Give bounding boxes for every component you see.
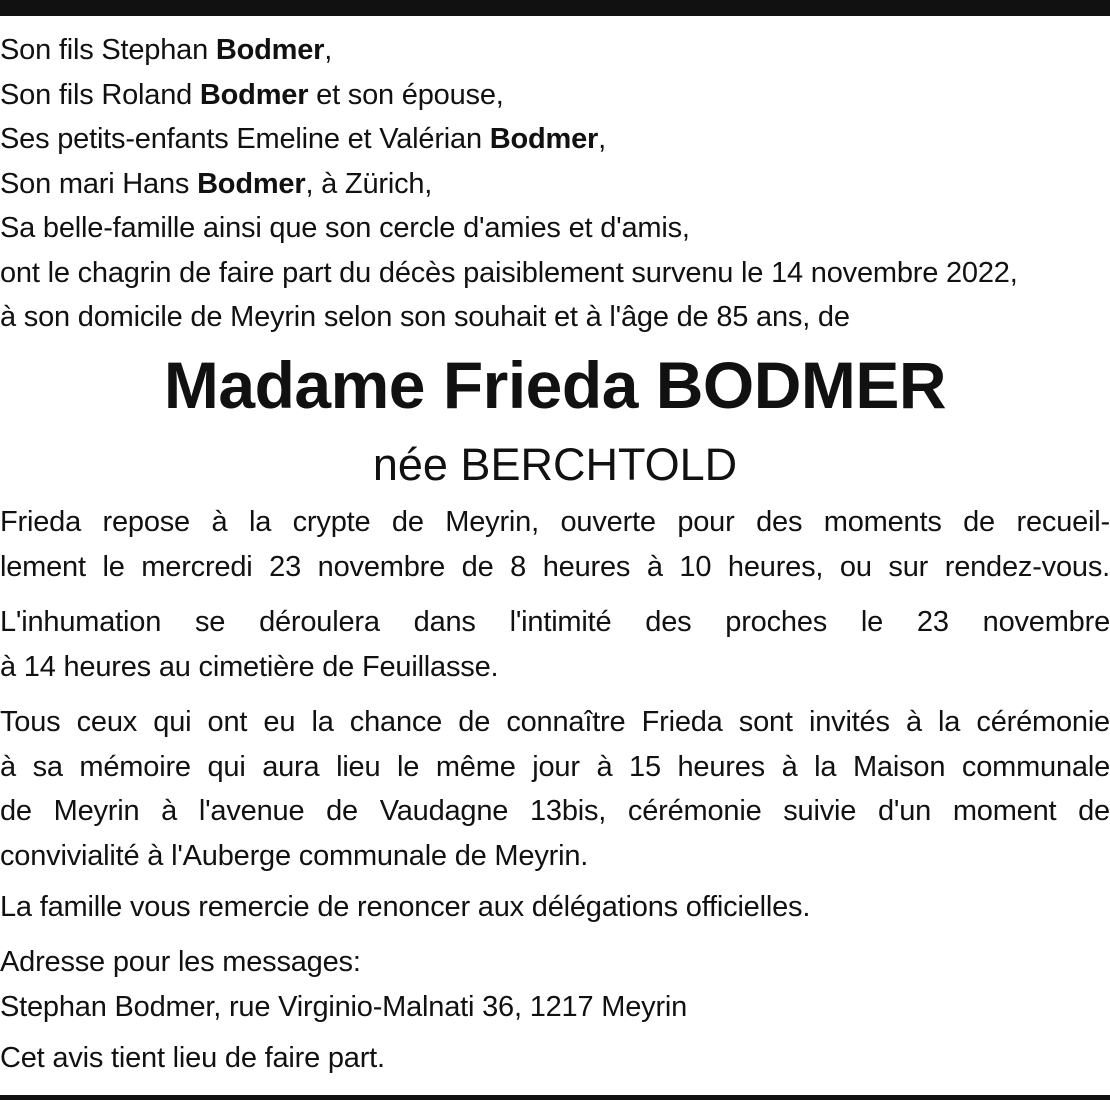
intro-text: Son fils Stephan (0, 34, 216, 66)
intro-text: , à Zürich, (305, 167, 433, 200)
crypt-paragraph (0, 500, 1110, 589)
closing-paragraph (0, 1036, 1110, 1081)
address-paragraph (0, 940, 1110, 1029)
intro-line (0, 28, 1110, 73)
intro-line (0, 73, 1110, 118)
intro-text: , (598, 123, 606, 155)
intro-surname: Bodmer (199, 78, 309, 111)
intro-line (0, 206, 1110, 251)
paragraph-line: de Meyrin à l'avenue de Vaudagne 13bis, cérémonie suivie d'un moment de (0, 795, 1110, 827)
address-label: Adresse pour les messages: (0, 946, 361, 978)
intro-line (0, 295, 1110, 340)
paragraph-line: à sa mémoire qui aura lieu le même jour à 15 heures à la Maison communale (0, 750, 1110, 783)
paragraph-line: Frieda repose à la crypte de Meyrin, ouverte pour des moments de recueil- (0, 506, 1110, 538)
intro-surname: Bodmer (489, 123, 599, 155)
intro-line (0, 117, 1110, 162)
intro-line (0, 251, 1110, 296)
ceremony-paragraph (0, 700, 1110, 878)
maiden-name: née BERCHTOLD (372, 439, 738, 490)
paragraph-line: L'inhumation se déroulera dans l'intimité des proches le 23 novembre (0, 606, 1110, 638)
intro-line (0, 162, 1110, 207)
intro-text: ont le chagrin de faire part du décès paisiblement survenu le 14 novembre 2022, (0, 256, 1018, 289)
intro-surname: Bodmer (215, 34, 325, 66)
intro-text: Ses petits-enfants Emeline et Valérian (0, 123, 490, 155)
deceased-name: Madame Frieda BODMER (163, 348, 947, 422)
burial-paragraph (0, 600, 1110, 689)
paragraph-line: Cet avis tient lieu de faire part. (0, 1042, 385, 1074)
intro-text: Sa belle-famille ainsi que son cercle d'amies et d'amis, (0, 212, 690, 244)
postal-address: Stephan Bodmer, rue Virginio-Malnati 36, 1217 Meyrin (0, 990, 688, 1023)
bottom-rule (0, 1095, 1110, 1100)
paragraph-line: lement le mercredi 23 novembre de 8 heures à 10 heures, ou sur rendez-vous. (0, 550, 1110, 583)
intro-text: à son domicile de Meyrin selon son souhait et à l'âge de 85 ans, de (0, 301, 850, 333)
paragraph-line: La famille vous remercie de renoncer aux délégations officielles. (0, 891, 811, 923)
intro-text: et son épouse, (308, 78, 504, 111)
paragraph-line: Tous ceux qui ont eu la chance de connaître Frieda sont invités à la cérémonie (0, 706, 1110, 738)
paragraph-line: à 14 heures au cimetière de Feuillasse. (0, 650, 499, 683)
paragraph-line: convivialité à l'Auberge communale de Meyrin. (0, 839, 589, 872)
intro-text: , (324, 34, 333, 66)
thanks-paragraph (0, 885, 1110, 930)
intro-text: Son fils Roland (0, 78, 200, 111)
family-intro (0, 28, 1110, 340)
intro-surname: Bodmer (197, 167, 306, 200)
intro-text: Son mari Hans (0, 167, 198, 200)
top-rule (0, 0, 1110, 16)
